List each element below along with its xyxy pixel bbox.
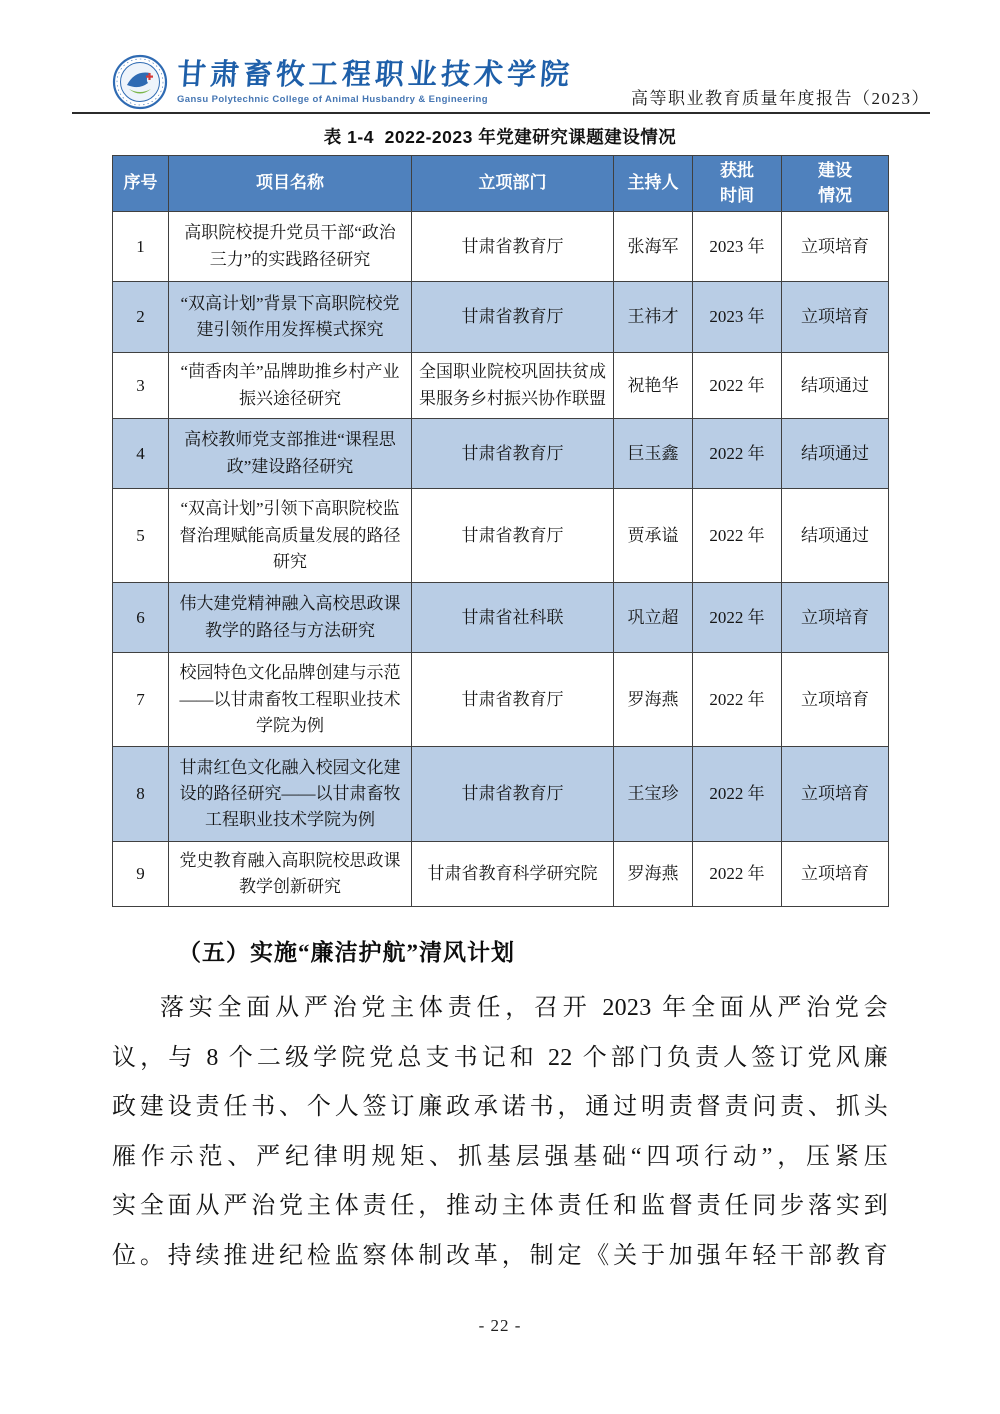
cell-no: 1 — [113, 212, 169, 282]
cell-no: 7 — [113, 653, 169, 747]
cell-project: “双高计划”背景下高职院校党建引领作用发挥模式探究 — [169, 282, 412, 353]
table-row — [113, 282, 889, 353]
cell-project: “双高计划”引领下高职院校监督治理赋能高质量发展的路径研究 — [169, 489, 412, 583]
table-row — [113, 419, 889, 489]
column-header: 序号 — [113, 156, 169, 212]
report-title: 高等职业教育质量年度报告（2023） — [631, 89, 930, 108]
cell-department: 甘肃省教育厅 — [412, 282, 614, 353]
cell-status: 立项培育 — [782, 747, 889, 842]
header-divider — [72, 112, 930, 114]
table-row — [113, 583, 889, 653]
cell-status: 立项培育 — [782, 282, 889, 353]
cell-status: 立项培育 — [782, 583, 889, 653]
paragraph-line: 落实全面从严治党主体责任，召开 2023 年全面从严治党会 — [160, 995, 888, 1022]
cell-department: 全国职业院校巩固扶贫成果服务乡村振兴协作联盟 — [412, 353, 614, 419]
cell-status: 立项培育 — [782, 212, 889, 282]
cell-status: 结项通过 — [782, 489, 889, 583]
column-header: 获批时间 — [693, 156, 782, 212]
column-header: 立项部门 — [412, 156, 614, 212]
cell-leader: 罗海燕 — [614, 653, 693, 747]
cell-no: 4 — [113, 419, 169, 489]
cell-department: 甘肃省教育厅 — [412, 212, 614, 282]
cell-no: 8 — [113, 747, 169, 842]
page-content — [112, 124, 888, 1281]
page-number: - 22 - — [478, 1316, 522, 1335]
cell-leader: 罗海燕 — [614, 842, 693, 907]
column-header: 项目名称 — [169, 156, 412, 212]
cell-year: 2023 年 — [693, 282, 782, 353]
section-heading: （五）实施“廉洁护航”清风计划 — [178, 940, 515, 966]
cell-no: 3 — [113, 353, 169, 419]
cell-department: 甘肃省教育厅 — [412, 419, 614, 489]
cell-project: 高校教师党支部推进“课程思政”建设路径研究 — [169, 419, 412, 489]
cell-status: 立项培育 — [782, 653, 889, 747]
cell-project: 高职院校提升党员干部“政治三力”的实践路径研究 — [169, 212, 412, 282]
table-caption: 表 1-4 2022-2023 年党建研究课题建设情况 — [323, 127, 677, 147]
cell-year: 2022 年 — [693, 419, 782, 489]
paragraph-line: 政建设责任书、个人签订廉政承诺书，通过明责督责问责、抓头 — [112, 1094, 888, 1121]
school-name-en: Gansu Polytechnic College of Animal Husbandry & Engineering — [177, 93, 488, 105]
cell-department: 甘肃省教育厅 — [412, 489, 614, 583]
paragraph-line: 位。持续推进纪检监察体制改革，制定《关于加强年轻干部教育 — [112, 1242, 888, 1269]
school-name-block — [177, 59, 573, 105]
table-row — [113, 489, 889, 583]
cell-leader: 王祎才 — [614, 282, 693, 353]
cell-year: 2023 年 — [693, 212, 782, 282]
paragraph-line: 实全面从严治党主体责任，推动主体责任和监督责任同步落实到 — [112, 1193, 888, 1220]
cell-year: 2022 年 — [693, 747, 782, 842]
cell-leader: 张海军 — [614, 212, 693, 282]
table-row — [113, 212, 889, 282]
cell-department: 甘肃省教育科学研究院 — [412, 842, 614, 907]
cell-department: 甘肃省教育厅 — [412, 653, 614, 747]
cell-status: 结项通过 — [782, 419, 889, 489]
paragraph-line: 议，与 8 个二级学院党总支书记和 22 个部门负责人签订党风廉 — [112, 1044, 888, 1071]
cell-year: 2022 年 — [693, 653, 782, 747]
cell-no: 2 — [113, 282, 169, 353]
paragraph-line: 雁作示范、严纪律明规矩、抓基层强基础“四项行动”，压紧压 — [112, 1143, 888, 1170]
cell-year: 2022 年 — [693, 353, 782, 419]
school-name-cn: 甘肃畜牧工程职业技术学院 — [175, 57, 575, 92]
cell-year: 2022 年 — [693, 489, 782, 583]
table-body — [113, 212, 889, 907]
cell-no: 5 — [113, 489, 169, 583]
cell-project: 伟大建党精神融入高校思政课教学的路径与方法研究 — [169, 583, 412, 653]
table-head — [113, 156, 889, 212]
cell-status: 结项通过 — [782, 353, 889, 419]
cell-department: 甘肃省教育厅 — [412, 747, 614, 842]
cell-year: 2022 年 — [693, 842, 782, 907]
cell-no: 6 — [113, 583, 169, 653]
cell-project: 甘肃红色文化融入校园文化建设的路径研究——以甘肃畜牧工程职业技术学院为例 — [169, 747, 412, 842]
school-logo — [112, 54, 573, 110]
table-header-row — [113, 156, 889, 212]
party-research-projects-table — [112, 155, 889, 907]
cell-leader: 巨玉鑫 — [614, 419, 693, 489]
cell-year: 2022 年 — [693, 583, 782, 653]
cell-leader: 王宝珍 — [614, 747, 693, 842]
cell-status: 立项培育 — [782, 842, 889, 907]
cell-project: 党史教育融入高职院校思政课教学创新研究 — [169, 842, 412, 907]
cell-leader: 贾承谥 — [614, 489, 693, 583]
table-row — [113, 842, 889, 907]
table-row — [113, 747, 889, 842]
cell-leader: 巩立超 — [614, 583, 693, 653]
table-row — [113, 353, 889, 419]
column-header: 建设情况 — [782, 156, 889, 212]
cell-project: 校园特色文化品牌创建与示范——以甘肃畜牧工程职业技术学院为例 — [169, 653, 412, 747]
table-row — [113, 653, 889, 747]
cell-leader: 祝艳华 — [614, 353, 693, 419]
cell-no: 9 — [113, 842, 169, 907]
cell-department: 甘肃省社科联 — [412, 583, 614, 653]
body-paragraph — [112, 984, 888, 1281]
school-emblem-icon — [112, 54, 168, 110]
column-header: 主持人 — [614, 156, 693, 212]
cell-project: “茴香肉羊”品牌助推乡村产业振兴途径研究 — [169, 353, 412, 419]
